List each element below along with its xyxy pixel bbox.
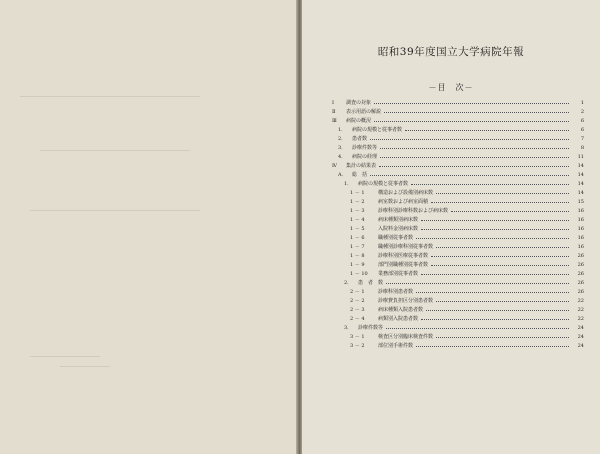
toc-entry-number: 3 － 2 bbox=[350, 343, 365, 349]
toc-entry-label: 患 者 数 bbox=[358, 280, 384, 286]
toc-entry-page: 7 bbox=[580, 135, 584, 142]
toc-entry bbox=[350, 260, 584, 269]
toc-leader-dots bbox=[416, 292, 569, 293]
toc-entry-page: 26 bbox=[577, 252, 584, 259]
toc-entry bbox=[350, 332, 584, 341]
toc-entry bbox=[344, 179, 584, 188]
toc-entry bbox=[332, 98, 584, 107]
toc-entry-page: 16 bbox=[577, 234, 584, 241]
toc-entry-number: 4． bbox=[338, 154, 347, 160]
toc-entry-page: 1 bbox=[580, 99, 584, 106]
toc-leader-dots bbox=[421, 220, 569, 221]
toc-entry-page: 24 bbox=[577, 324, 584, 331]
toc-entry bbox=[350, 314, 584, 323]
show-through-line bbox=[20, 96, 200, 97]
toc-leader-dots bbox=[379, 166, 569, 167]
toc-leader-dots bbox=[386, 328, 569, 329]
toc-leader-dots bbox=[374, 103, 569, 104]
toc-leader-dots bbox=[384, 112, 569, 113]
left-page bbox=[0, 0, 298, 454]
toc-entry-page: 11 bbox=[577, 153, 584, 160]
toc-entry-number: Ⅰ bbox=[332, 99, 334, 106]
toc-entry bbox=[338, 143, 584, 152]
toc-leader-dots bbox=[431, 265, 569, 266]
toc-leader-dots bbox=[416, 346, 569, 347]
toc-entry-label: 診療科別医療従事者数 bbox=[378, 253, 429, 259]
toc-entry-number: Ⅳ bbox=[332, 162, 337, 169]
toc-entry bbox=[338, 125, 584, 134]
toc-entry-label: 総 括 bbox=[352, 172, 368, 178]
toc-leader-dots bbox=[380, 148, 569, 149]
toc-entry-label: 調査の対象 bbox=[346, 100, 372, 106]
toc-heading: －目 次－ bbox=[428, 83, 474, 92]
report-title: 昭和39年度国立大学病院年報 bbox=[377, 46, 525, 58]
toc-entry-page: 22 bbox=[577, 306, 584, 313]
toc-entry-label: 病院の経理 bbox=[352, 154, 378, 160]
toc-entry bbox=[332, 107, 584, 116]
toc-entry-label: 職種別従事者数 bbox=[378, 235, 414, 241]
toc-entry-label: 部門別職種別従事者数 bbox=[378, 262, 429, 268]
toc-entry-page: 6 bbox=[580, 117, 584, 124]
toc-entry-label: 入院料金別病床数 bbox=[378, 226, 419, 232]
toc-entry-label: 検査区分別臨床検査件数 bbox=[378, 334, 434, 340]
toc-entry-label: 診療件数等 bbox=[352, 145, 378, 151]
toc-entry-label: 業務部別従事者数 bbox=[378, 271, 419, 277]
toc-leader-dots bbox=[426, 310, 569, 311]
toc-entry-label: 病床種類別病床数 bbox=[378, 217, 419, 223]
toc-entry-number: 1 － 6 bbox=[350, 235, 365, 241]
toc-entry-page: 22 bbox=[577, 297, 584, 304]
toc-entry-number: 2 － 4 bbox=[350, 316, 365, 322]
toc-entry bbox=[350, 233, 584, 242]
toc-entry-label: 患者数 bbox=[352, 136, 368, 142]
toc-entry bbox=[338, 134, 584, 143]
toc-entry bbox=[338, 170, 584, 179]
toc-entry bbox=[332, 116, 584, 125]
toc-leader-dots bbox=[416, 238, 569, 239]
toc-entry-label: 病室数および病室面積 bbox=[378, 199, 429, 205]
toc-entry-page: 26 bbox=[577, 288, 584, 295]
toc-entry-number: 1． bbox=[344, 181, 353, 187]
toc-leader-dots bbox=[436, 193, 569, 194]
toc-entry-number: 1 － 5 bbox=[350, 226, 365, 232]
toc-entry-number: 2． bbox=[338, 136, 347, 142]
toc-entry-label: 診療件数等 bbox=[358, 325, 384, 331]
toc-entry-page: 14 bbox=[577, 189, 584, 196]
toc-entry bbox=[350, 305, 584, 314]
toc-leader-dots bbox=[431, 256, 569, 257]
toc-leader-dots bbox=[421, 319, 569, 320]
toc-leader-dots bbox=[370, 139, 569, 140]
toc-entry bbox=[338, 152, 584, 161]
toc-entry bbox=[350, 251, 584, 260]
toc-leader-dots bbox=[374, 121, 569, 122]
toc-leader-dots bbox=[431, 202, 569, 203]
toc-entry-number: 1 － 8 bbox=[350, 253, 365, 259]
toc-entry bbox=[332, 161, 584, 170]
toc-entry-label: 職種別診療科別従事者数 bbox=[378, 244, 434, 250]
toc-entry bbox=[344, 323, 584, 332]
toc-leader-dots bbox=[405, 130, 569, 131]
toc-leader-dots bbox=[436, 337, 569, 338]
toc-leader-dots bbox=[386, 283, 569, 284]
toc-entry-number: 2 － 1 bbox=[350, 289, 365, 295]
toc-entry-label: 部位別手術件数 bbox=[378, 343, 414, 349]
toc-entry-label: 集計の結果表 bbox=[346, 163, 377, 169]
toc-leader-dots bbox=[451, 211, 569, 212]
right-page bbox=[302, 0, 600, 454]
toc-leader-dots bbox=[411, 184, 569, 185]
toc-entry-page: 22 bbox=[577, 315, 584, 322]
toc-entry-number: 3． bbox=[344, 325, 353, 331]
toc-entry-page: 26 bbox=[577, 261, 584, 268]
toc-entry-label: 構造および設備別病床数 bbox=[378, 190, 434, 196]
show-through-line bbox=[30, 210, 200, 211]
toc-entry-page: 24 bbox=[577, 342, 584, 349]
toc-entry-label: 診療費負担区分別患者数 bbox=[378, 298, 434, 304]
toc-entry-page: 14 bbox=[577, 171, 584, 178]
toc-entry bbox=[350, 269, 584, 278]
toc-entry bbox=[344, 278, 584, 287]
toc-entry-label: 病院の規模と従事者数 bbox=[352, 127, 403, 133]
toc-entry bbox=[350, 224, 584, 233]
toc-leader-dots bbox=[421, 229, 569, 230]
toc-entry-label: 病院の規模と従事者数 bbox=[358, 181, 409, 187]
toc-entry-page: 8 bbox=[580, 144, 584, 151]
toc-entry-label: 病院の概況 bbox=[346, 118, 372, 124]
toc-entry-label: 病床種類入院患者数 bbox=[378, 307, 424, 313]
toc-leader-dots bbox=[370, 175, 569, 176]
show-through-line bbox=[40, 150, 190, 151]
toc-entry-number: 2． bbox=[344, 280, 353, 286]
toc-entry bbox=[350, 341, 584, 350]
show-through-line bbox=[60, 366, 110, 367]
toc-entry-number: 1 － 7 bbox=[350, 244, 365, 250]
toc-entry-number: 3 － 1 bbox=[350, 334, 365, 340]
toc-entry-page: 26 bbox=[577, 279, 584, 286]
toc-entry-number: 2 － 3 bbox=[350, 307, 365, 313]
toc-entry bbox=[350, 242, 584, 251]
toc-entry bbox=[350, 287, 584, 296]
toc-entry-number: 1 － 2 bbox=[350, 199, 365, 205]
toc-entry-number: 1 － 3 bbox=[350, 208, 365, 214]
show-through-line bbox=[30, 356, 100, 357]
toc-entry-number: A． bbox=[338, 172, 347, 178]
toc-entry bbox=[350, 206, 584, 215]
toc-entry-number: 1． bbox=[338, 127, 347, 133]
toc-leader-dots bbox=[421, 274, 569, 275]
toc-entry-page: 2 bbox=[580, 108, 584, 115]
toc-entry-page: 14 bbox=[577, 180, 584, 187]
toc-leader-dots bbox=[436, 247, 569, 248]
toc-entry-page: 16 bbox=[577, 225, 584, 232]
toc-entry bbox=[350, 188, 584, 197]
toc-leader-dots bbox=[436, 301, 569, 302]
toc-entry-page: 16 bbox=[577, 207, 584, 214]
toc-entry-number: 1 － 1 bbox=[350, 190, 365, 196]
toc-entry-label: 表示用語の解説 bbox=[346, 109, 382, 115]
toc-entry-page: 16 bbox=[577, 216, 584, 223]
toc-entry bbox=[350, 197, 584, 206]
toc-entry-number: 1 － 10 bbox=[350, 271, 368, 277]
toc-entry-page: 26 bbox=[577, 270, 584, 277]
toc-entry-page: 14 bbox=[577, 162, 584, 169]
toc-entry bbox=[350, 296, 584, 305]
toc-entry-number: 1 － 9 bbox=[350, 262, 365, 268]
toc-entry-page: 15 bbox=[577, 198, 584, 205]
toc-entry-number: Ⅱ bbox=[332, 108, 336, 115]
toc-entry-label: 診療科別診療科数および病床数 bbox=[378, 208, 449, 214]
toc-entry-number: Ⅲ bbox=[332, 117, 337, 124]
toc-entry-number: 1 － 4 bbox=[350, 217, 365, 223]
toc-entry-page: 24 bbox=[577, 333, 584, 340]
toc-leader-dots bbox=[380, 157, 569, 158]
toc-entry bbox=[350, 215, 584, 224]
toc-entry-number: 3． bbox=[338, 145, 347, 151]
toc-entry-number: 2 － 2 bbox=[350, 298, 365, 304]
toc-entry-page: 16 bbox=[577, 243, 584, 250]
toc-entry-label: 診療科別患者数 bbox=[378, 289, 414, 295]
toc-entry-label: 病類別入院患者数 bbox=[378, 316, 419, 322]
toc-entry-page: 6 bbox=[580, 126, 584, 133]
